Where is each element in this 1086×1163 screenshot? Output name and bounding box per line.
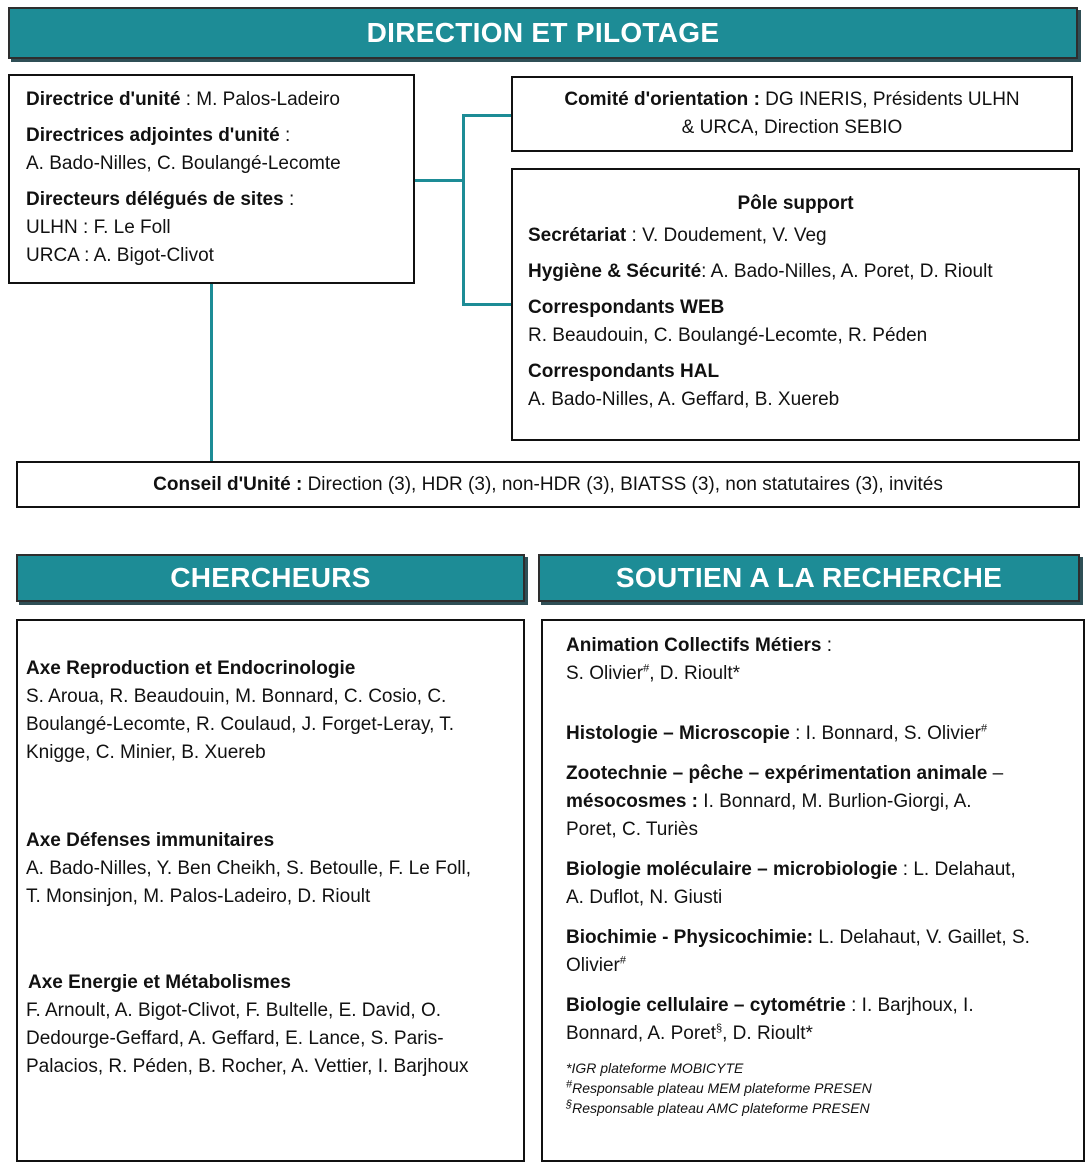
axe3-line1: F. Arnoult, A. Bigot-Clivot, F. Bultelle, E. David, O.: [26, 1000, 442, 1021]
biomol-row1: [566, 856, 1083, 884]
animation-v1: S. Olivier: [566, 663, 644, 684]
axe1-line2: Boulangé-Lecomte, R. Coulaud, J. Forget-Leray, T.: [26, 714, 455, 735]
adjointes-row: [26, 122, 413, 150]
zoo-value2: Poret, C. Turiès: [566, 819, 698, 840]
web-row: [528, 294, 1078, 322]
secretariat-value: : V. Doudement, V. Veg: [626, 225, 827, 246]
connector-vertical-right: [462, 114, 465, 306]
header-soutien: [538, 554, 1080, 602]
biocell-value1: : I. Barjhoux, I.: [845, 995, 974, 1016]
zoo-dash: –: [987, 763, 1004, 784]
hal-value: A. Bado-Nilles, A. Geffard, B. Xuereb: [528, 389, 840, 410]
pole-title-label: Pôle support: [737, 193, 854, 214]
animation-value: [566, 660, 1083, 688]
web-label: Correspondants WEB: [528, 297, 725, 318]
section-sup: §: [566, 1098, 573, 1111]
comite-box: [511, 76, 1073, 152]
axe3-title-label: Axe Energie et Métabolismes: [28, 972, 291, 993]
axe1-line1: S. Aroua, R. Beaudouin, M. Bonnard, C. Cosio, C.: [26, 686, 447, 707]
hash-sup: #: [619, 954, 626, 967]
hash-sup: #: [566, 1078, 573, 1091]
hygiene-row: [528, 258, 1078, 286]
adjointes-value: A. Bado-Nilles, C. Boulangé-Lecomte: [26, 153, 341, 174]
zoo-value1: I. Bonnard, M. Burlion-Giorgi, A.: [698, 791, 972, 812]
header-direction-label: DIRECTION ET PILOTAGE: [366, 17, 720, 48]
footnote-3: [566, 1098, 1083, 1118]
soutien-box: [541, 619, 1085, 1162]
adjointes-sep: :: [279, 125, 291, 146]
axe1-line3: Knigge, C. Minier, B. Xuereb: [26, 742, 266, 763]
secretariat-row: [528, 222, 1078, 250]
conseil-box: [16, 461, 1080, 508]
header-chercheurs-label: CHERCHEURS: [170, 562, 371, 593]
biochim-value2: Olivier: [566, 955, 620, 976]
delegues-row: [26, 186, 413, 214]
conseil-label: Conseil d'Unité :: [153, 473, 303, 495]
chercheurs-box: [16, 619, 525, 1162]
hal-label: Correspondants HAL: [528, 361, 720, 382]
directrice-value: : M. Palos-Ladeiro: [180, 89, 340, 110]
footnote-1: *IGR plateforme MOBICYTE: [566, 1060, 744, 1076]
zoo-label2: mésocosmes :: [566, 791, 699, 812]
axe3-title: [26, 969, 523, 997]
axe3-line2: Dedourge-Geffard, A. Geffard, E. Lance, S. Paris-: [26, 1028, 444, 1049]
section-sup: §: [716, 1022, 723, 1035]
footnote-2-text: Responsable plateau MEM plateforme PRESEN: [572, 1080, 872, 1096]
animation-sep: :: [821, 635, 833, 656]
connector-to-comite: [462, 114, 512, 117]
footnote-2: [566, 1078, 1083, 1098]
biomol-label: Biologie moléculaire – microbiologie: [566, 859, 898, 880]
histo-value: : I. Bonnard, S. Olivier: [789, 723, 981, 744]
biocell-row2: [566, 1020, 1083, 1048]
pole-title: [528, 190, 1063, 218]
biocell-row1: [566, 992, 1083, 1020]
footnote-3-text: Responsable plateau AMC plateforme PRESEN: [572, 1100, 870, 1116]
biomol-value1: : L. Delahaut,: [897, 859, 1016, 880]
header-soutien-label: SOUTIEN A LA RECHERCHE: [615, 562, 1003, 593]
zoo-label1: Zootechnie – pêche – expérimentation animale: [566, 763, 988, 784]
comite-value1: DG INERIS, Présidents ULHN: [759, 89, 1020, 110]
hash-sup: #: [643, 662, 650, 675]
animation-v2: , D. Rioult*: [649, 663, 741, 684]
comite-value2: & URCA, Direction SEBIO: [681, 117, 903, 138]
adjointes-label: Directrices adjointes d'unité: [26, 125, 280, 146]
pole-support-box: [511, 168, 1080, 441]
hygiene-value: : A. Bado-Nilles, A. Poret, D. Rioult: [701, 261, 993, 282]
animation-label: Animation Collectifs Métiers: [566, 635, 822, 656]
biochim-row2: [566, 952, 1083, 980]
connector-direction-to-conseil: [210, 283, 213, 462]
comite-label: Comité d'orientation :: [564, 89, 760, 110]
histo-label: Histologie – Microscopie: [566, 723, 790, 744]
hal-row: [528, 358, 1078, 386]
biomol-value2: A. Duflot, N. Giusti: [566, 887, 723, 908]
biochim-value1: L. Delahaut, V. Gaillet, S.: [813, 927, 1030, 948]
zoo-row1: [566, 760, 1083, 788]
axe1-title: [26, 655, 523, 683]
conseil-value: Direction (3), HDR (3), non-HDR (3), BIATSS (3), non statutaires (3), invités: [302, 473, 943, 495]
conseil-row: [153, 471, 943, 499]
web-value: R. Beaudouin, C. Boulangé-Lecomte, R. Péden: [528, 325, 928, 346]
biocell-value2b: , D. Rioult*: [722, 1023, 813, 1044]
ulhn-value: ULHN : F. Le Foll: [26, 217, 171, 238]
axe2-line1: A. Bado-Nilles, Y. Ben Cheikh, S. Betoulle, F. Le Foll,: [26, 858, 471, 879]
secretariat-label: Secrétariat: [528, 225, 627, 246]
animation-row: [566, 632, 1083, 660]
axe2-title: [26, 827, 523, 855]
delegues-sep: :: [283, 189, 295, 210]
histo-row: [566, 720, 1083, 748]
header-direction-pilotage: [8, 7, 1078, 59]
connector-direction-to-right: [414, 179, 464, 182]
biocell-label: Biologie cellulaire – cytométrie: [566, 995, 846, 1016]
axe3-line3: Palacios, R. Péden, B. Rocher, A. Vettier, I. Barjhoux: [26, 1056, 469, 1077]
connector-to-pole: [462, 303, 512, 306]
axe2-line2: T. Monsinjon, M. Palos-Ladeiro, D. Rioult: [26, 886, 371, 907]
hygiene-label: Hygiène & Sécurité: [528, 261, 702, 282]
zoo-row2: [566, 788, 1083, 816]
biochim-row1: [566, 924, 1083, 952]
directrice-label: Directrice d'unité: [26, 89, 181, 110]
directrice-row: [26, 86, 413, 114]
header-chercheurs: [16, 554, 525, 602]
urca-value: URCA : A. Bigot-Clivot: [26, 245, 214, 266]
delegues-label: Directeurs délégués de sites: [26, 189, 284, 210]
biocell-value2a: Bonnard, A. Poret: [566, 1023, 716, 1044]
biochim-label: Biochimie - Physicochimie:: [566, 927, 814, 948]
axe2-title-label: Axe Défenses immunitaires: [26, 830, 275, 851]
axe1-title-label: Axe Reproduction et Endocrinologie: [26, 658, 356, 679]
direction-box: [8, 74, 415, 284]
comite-line1: [513, 86, 1071, 114]
hash-sup: #: [980, 722, 988, 735]
